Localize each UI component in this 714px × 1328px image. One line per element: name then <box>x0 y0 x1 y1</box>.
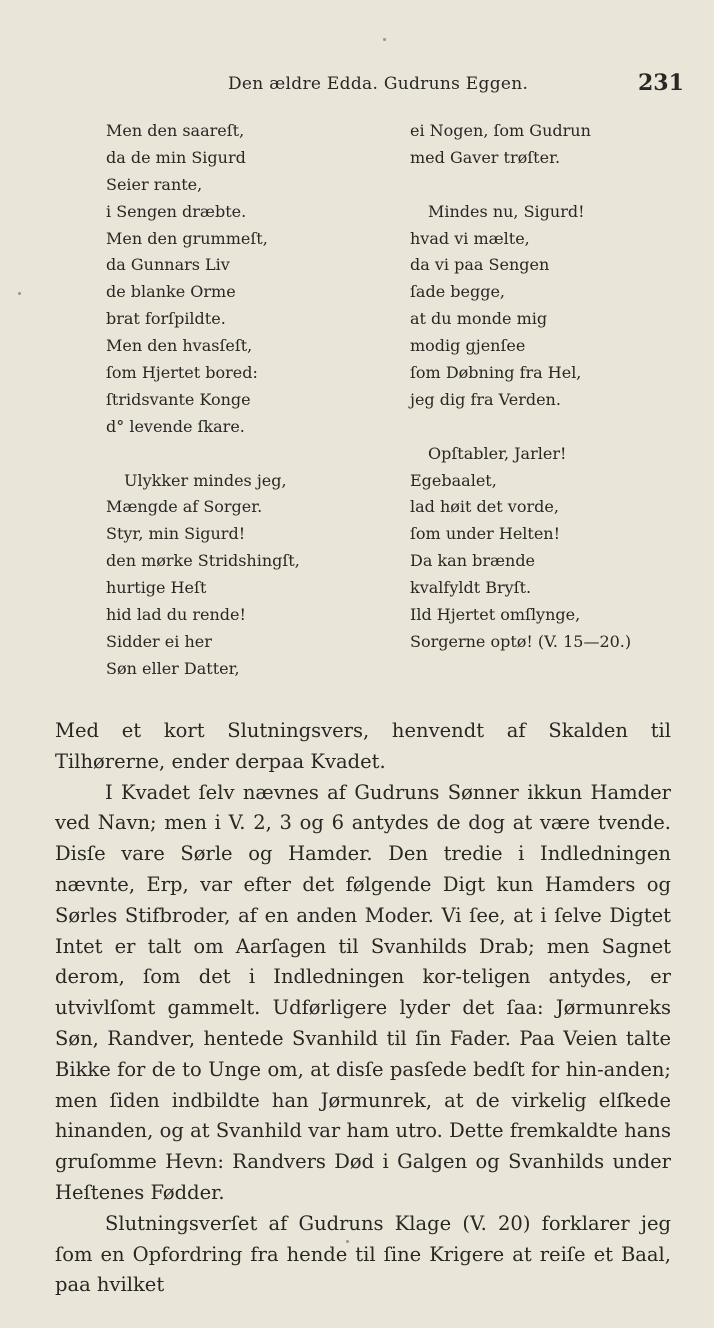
verse-line: kvalfyldt Bryſt. <box>410 578 532 598</box>
paper-speck <box>346 1240 349 1243</box>
verse-line: den mørke Stridshingſt, <box>106 551 300 571</box>
verse-line: brat forſpildte. <box>106 309 226 329</box>
prose-paragraph: Slutningsverſet af Gudruns Klage (V. 20) forklarer jeg ſom en Opfordring fra hende til ſine Krigere at reiſe et Baal, paa hvilket <box>55 1211 671 1297</box>
verse-line: med Gaver trøſter. <box>410 147 561 167</box>
stanza-gap <box>106 441 396 468</box>
prose-body <box>55 716 671 1301</box>
verse-line: Ild Hjertet omſlynge, <box>410 605 581 625</box>
verse-line: jeg dig fra Verden. <box>410 389 561 409</box>
page-header <box>0 70 714 106</box>
verse-line: Seier rante, <box>106 174 203 194</box>
verse-line: Styr, min Sigurd! <box>106 524 246 544</box>
verse-line: ſtridsvante Konge <box>106 389 251 409</box>
verse-column-left <box>106 118 396 683</box>
verse-line: ſom Hjertet bored: <box>106 363 258 383</box>
prose-paragraph: I Kvadet ſelv nævnes af Gudruns Sønner ikkun Hamder ved Navn; men i V. 2, 3 og 6 antydes de dog at være tvende. Disſe vare Sørle og Hamder. Den tredie i Indledningen nævnte, Erp, var efter det følgende Digt kun Hamders og Sørles Stifbroder, af en anden Moder. Vi ſee, at i ſelve Digtet Intet er talt om Aarſagen til Svanhilds Drab; men Sagnet derom, ſom det i Indledningen kor-teligen antydes, er utvivlſomt gammelt. Udførligere lyder det ſaa: Jørmunreks Søn, Randver, hentede Svanhild til ſin Fader. Paa Veien talte Bikke for de to Unge om, at disſe pasſede bedſt for hin-anden; men ſiden indbildte han Jørmunrek, at de virkelig elſkede hinanden, og at Svanhild var ham utro. Dette fremkaldte hans gruſomme Hevn: Randvers Død i Galgen og Svanhilds under Heſtenes Fødder. <box>55 780 671 1204</box>
verse-column-right <box>410 118 700 656</box>
verse-line: ſom Døbning fra Hel, <box>410 363 582 383</box>
verse-line: hurtige Heſt <box>106 578 207 598</box>
verse-line: i Sengen dræbte. <box>106 201 247 221</box>
verse-line: lad høit det vorde, <box>410 497 559 517</box>
verse-line: de blanke Orme <box>106 282 236 302</box>
verse-line: ei Nogen, ſom Gudrun <box>410 121 591 140</box>
page-number: 231 <box>638 70 684 96</box>
verse-line: Sorgerne optø! (V. 15—20.) <box>410 631 632 651</box>
verse-line: d° levende ſkare. <box>106 416 245 436</box>
paper-speck <box>18 292 21 295</box>
paper-speck <box>383 38 386 41</box>
verse-line: Mindes nu, Sigurd! <box>428 201 585 221</box>
verse-line: Egebaalet, <box>410 470 497 490</box>
verse-line: Søn eller Datter, <box>106 658 240 678</box>
verse-line: hid lad du rende! <box>106 605 246 625</box>
stanza-gap <box>410 172 700 199</box>
verse-line: Men den grummeſt, <box>106 228 268 248</box>
verse-line: at du monde mig <box>410 309 548 329</box>
verse-line: Sidder ei her <box>106 631 212 651</box>
verse-line: da Gunnars Liv <box>106 255 230 275</box>
verse-line: modig gjenſee <box>410 336 526 356</box>
running-title: Den ældre Edda. Gudruns Eggen. <box>228 74 529 94</box>
verse-line: Mængde af Sorger. <box>106 497 263 517</box>
verse-line: Men den hvasſeſt, <box>106 336 253 356</box>
prose-paragraph: Med et kort Slutningsvers, henvendt af Skalden til Tilhørerne, ender derpaa Kvadet. <box>55 719 671 773</box>
verse-line: Men den saareſt, <box>106 121 245 140</box>
verse-line: Ulykker mindes jeg, <box>124 470 287 490</box>
verse-line: Opſtabler, Jarler! <box>428 443 567 463</box>
verse-line: hvad vi mælte, <box>410 228 530 248</box>
verse-line: ſom under Helten! <box>410 524 561 544</box>
verse-line: Da kan brænde <box>410 551 536 571</box>
verse-line: da de min Sigurd <box>106 147 246 167</box>
verse-line: ſade begge, <box>410 282 506 302</box>
verse-line: da vi paa Sengen <box>410 255 550 275</box>
stanza-gap <box>410 414 700 441</box>
